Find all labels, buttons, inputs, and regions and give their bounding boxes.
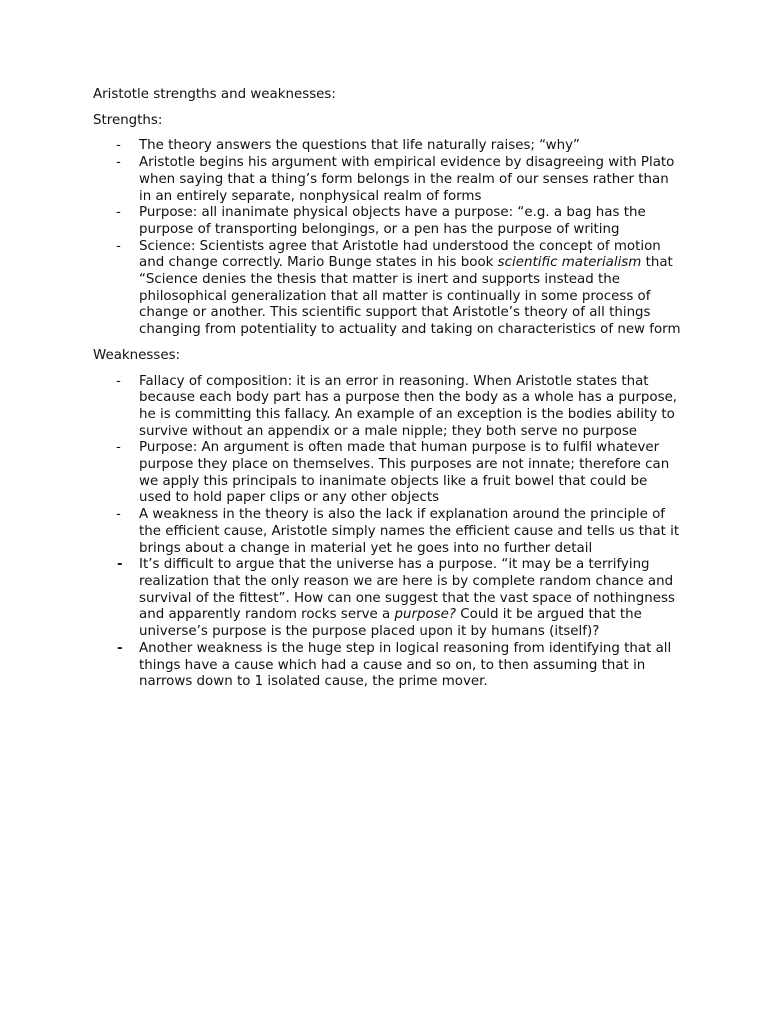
- list-bullet: -: [116, 440, 121, 456]
- list-item: [93, 205, 683, 238]
- list-bullet: -: [116, 155, 121, 171]
- book-title-italic: scientific materialism: [497, 255, 642, 271]
- list-item-text: Fallacy of composition: it is an error in reasoning. When Aristotle states that because each body part has a purpose then the body as a whole has a purpose, he is committing this fallacy. An example of an exception is the bodies ability to survive without an appendix or a male nipple; they both serve no purpose: [139, 373, 678, 439]
- list-item: [93, 239, 683, 339]
- document-title: Aristotle strengths and weaknesses:: [93, 87, 336, 102]
- list-item: [93, 557, 683, 641]
- list-bullet: -: [117, 557, 123, 573]
- list-item-text-after: that “Science denies the thesis that matter is inert and supports instead the philosophical generalization that all matter is continually in some process of change or another. This scientific support that Aristotle’s theory of all things changing from potentiality to actuality and taking on characteristics of new form: [139, 255, 681, 338]
- strengths-heading: Strengths:: [93, 112, 163, 128]
- list-item: [93, 374, 683, 441]
- list-bullet: -: [116, 138, 121, 154]
- list-item-text: Another weakness is the huge step in logical reasoning from identifying that all things have a cause which had a cause and so on, to then assuming that in narrows down to 1 isolated cause, the prime mover.: [139, 640, 672, 690]
- strengths-list: [93, 138, 683, 338]
- weaknesses-list: [93, 374, 683, 691]
- emphasis-italic: purpose?: [394, 607, 457, 623]
- list-item: [93, 507, 683, 557]
- document-page: [93, 87, 683, 700]
- list-item-text-after: Could it be argued that the universe’s purpose is the purpose placed upon it by humans (itself)?: [139, 607, 642, 640]
- list-item-text-before: It’s difficult to argue that the universe has a purpose. “it may be a terrifying realization that the only reason we are here is by complete random chance and survival of the fittest”. How can one suggest that the vast space of nothingness and apparently random rocks serve a: [139, 557, 675, 623]
- list-item: [93, 138, 683, 155]
- list-item-text: The theory answers the questions that life naturally raises; “why”: [139, 138, 580, 154]
- list-bullet: -: [116, 507, 121, 523]
- list-item-text: Aristotle begins his argument with empirical evidence by disagreeing with Plato when saying that a thing’s form belongs in the realm of our senses rather than in an entirely separate, nonphysical realm of forms: [139, 155, 675, 204]
- list-bullet: -: [116, 238, 121, 254]
- list-item-text: Purpose: all inanimate physical objects have a purpose: “e.g. a bag has the purpose of transporting belongings, or a pen has the purpose of writing: [139, 205, 646, 237]
- list-item: [93, 641, 683, 691]
- list-item-text: Purpose: An argument is often made that human purpose is to fulfil whatever purpose they place on themselves. This purposes are not innate; therefore can we apply this principals to inanimate objects like a fruit bowel that could be used to hold paper clips or any other objects: [139, 440, 670, 506]
- weaknesses-heading: Weaknesses:: [93, 347, 181, 363]
- list-bullet: -: [117, 640, 123, 656]
- list-item: [93, 440, 683, 507]
- list-bullet: -: [116, 205, 121, 221]
- list-item: [93, 155, 683, 205]
- list-item-text: A weakness in the theory is also the lack if explanation around the principle of the efficient cause, Aristotle simply names the efficient cause and tells us that it brings about a change in material yet he goes into no further detail: [139, 507, 680, 556]
- list-item-text-before: Science: Scientists agree that Aristotle had understood the concept of motion and change correctly. Mario Bunge states in his book: [139, 238, 661, 271]
- list-bullet: -: [116, 373, 121, 389]
